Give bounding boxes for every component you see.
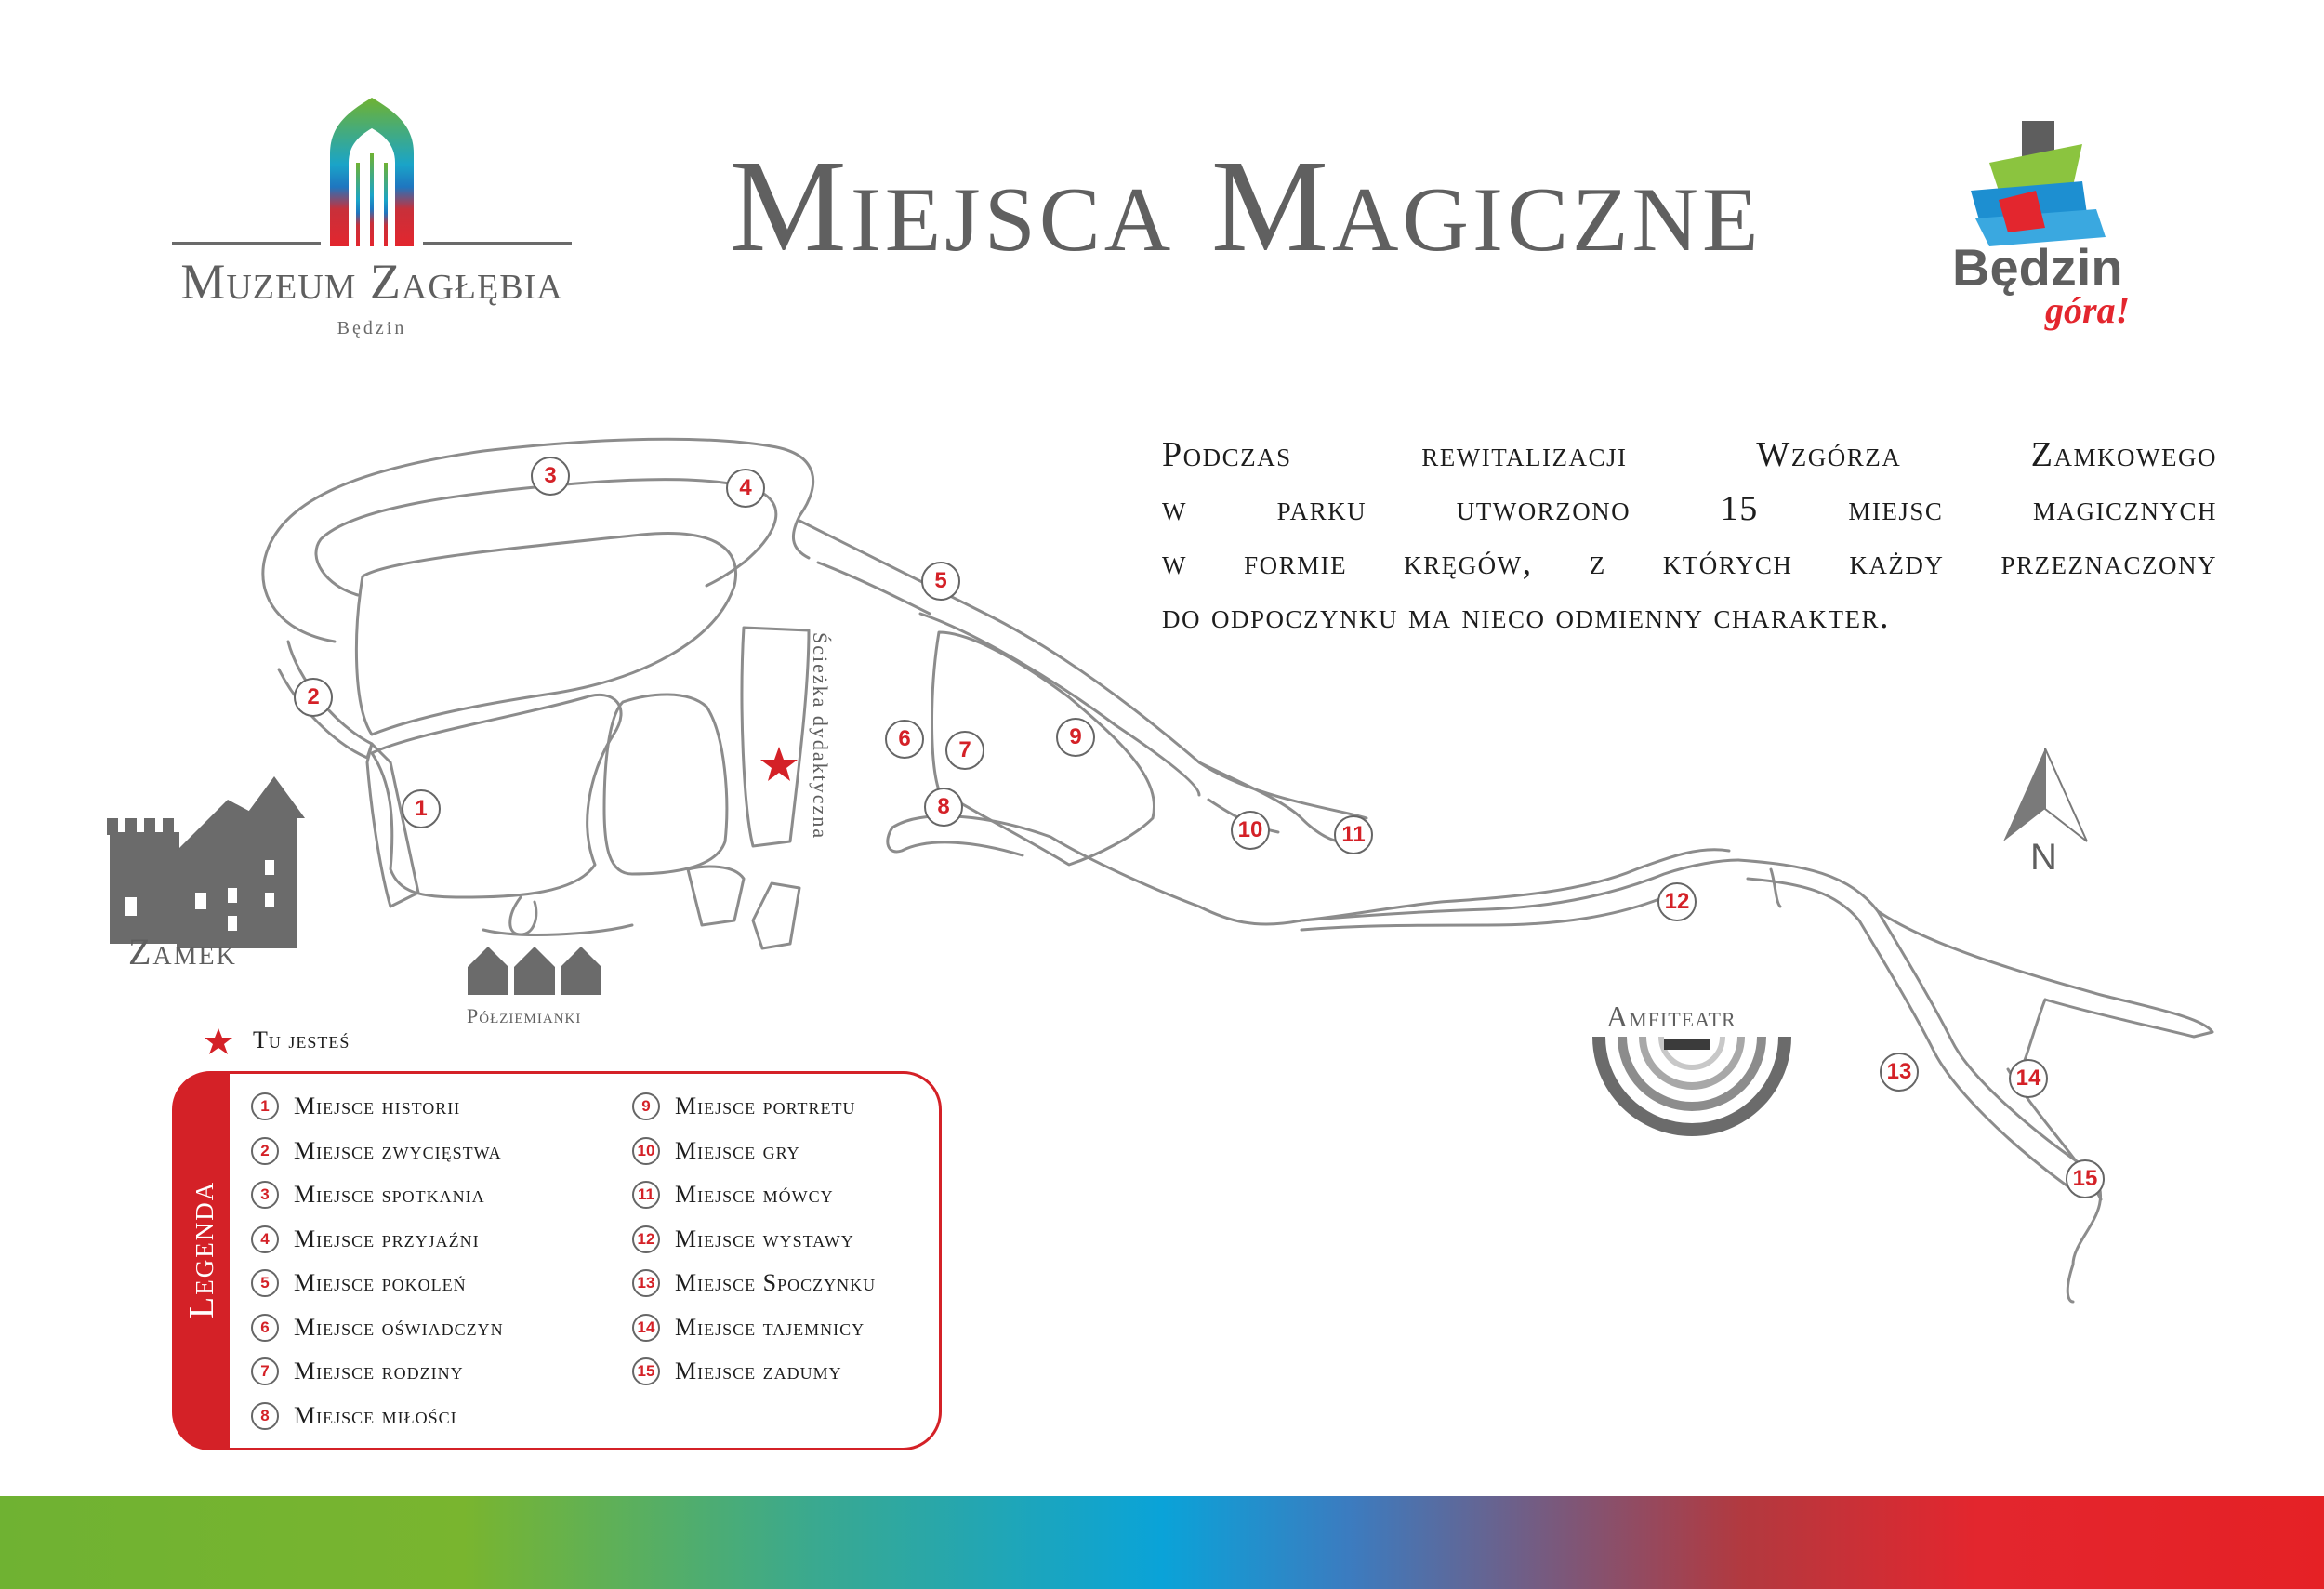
legend-item-label: Miejsce portretu (675, 1092, 856, 1119)
legend-item-label: Miejsce przyjaźni (294, 1225, 480, 1252)
path-east-2 (818, 563, 930, 614)
legend-item (632, 1221, 854, 1258)
legend-item-label: Miejsce pokoleń (294, 1269, 467, 1296)
legend-item (632, 1309, 865, 1346)
legend-item (632, 1265, 876, 1302)
path-label: Ścieżka dydaktyczna (809, 632, 832, 841)
legend-item-label: Miejsce zwycięstwa (294, 1136, 502, 1164)
you-are-here-icon (760, 747, 798, 781)
block-oval (604, 695, 727, 874)
legend-item (632, 1176, 834, 1213)
path-east-spur (1771, 869, 1780, 907)
legend-item (251, 1176, 485, 1213)
map-marker-7[interactable]: 7 (945, 731, 984, 770)
museum-logo (139, 93, 604, 344)
legend-item-label: Miejsce historii (294, 1092, 461, 1119)
map-marker-3[interactable]: 3 (531, 457, 570, 496)
north-arrow-icon (2003, 748, 2087, 841)
dugouts-label: Półziemianki (467, 1004, 582, 1027)
you-are-here-label: Tu jesteś (253, 1026, 350, 1053)
legend-item (251, 1088, 460, 1125)
you-are-here-legend-icon (205, 1027, 232, 1055)
map-marker-14[interactable]: 14 (2009, 1059, 2048, 1098)
amphitheatre-icon (1599, 1037, 1785, 1130)
intro-line: w formie kręgów, z których każdy przeznaczony (1162, 543, 2217, 582)
bedzin-logo-slogan: góra! (2045, 289, 2131, 331)
map-marker-8[interactable]: 8 (924, 788, 963, 827)
path-east-branch-b (1748, 879, 2073, 1190)
north-label: N (2030, 837, 2057, 878)
map-marker-12[interactable]: 12 (1657, 882, 1697, 921)
block-a (356, 533, 735, 735)
legend-item-number: 1 (251, 1092, 279, 1120)
legend-item-number: 5 (251, 1269, 279, 1297)
legend-item-number: 7 (251, 1357, 279, 1385)
legend-item-label: Miejsce gry (675, 1136, 800, 1164)
legend-item-number: 15 (632, 1357, 660, 1385)
path-lower-spur (892, 816, 1729, 924)
path-south-bar (483, 925, 632, 934)
dugouts-icon (468, 947, 601, 995)
intro-line: w parku utworzono 15 miejsc magicznych (1162, 489, 2217, 528)
castle-label: Zamek (128, 931, 237, 973)
legend-item-number: 11 (632, 1181, 660, 1209)
legend-box (172, 1071, 942, 1450)
intro-line: Podczas rewitalizacji Wzgórza Zamkowego (1162, 435, 2217, 474)
legend-item-number: 13 (632, 1269, 660, 1297)
legend-item-label: Miejsce mówcy (675, 1181, 834, 1208)
path-lower-spur-2 (888, 828, 1023, 855)
block-e (753, 883, 799, 948)
legend-item (251, 1265, 467, 1302)
bedzin-logo (1943, 98, 2157, 339)
museum-name: Muzeum Zagłębia (180, 254, 563, 310)
block-c (742, 628, 809, 846)
map-marker-1[interactable]: 1 (402, 789, 441, 828)
map-marker-2[interactable]: 2 (294, 678, 333, 717)
legend-item-label: Miejsce rodziny (294, 1357, 464, 1384)
amphitheatre-label: Amfiteatr (1606, 1000, 1736, 1033)
legend-item-label: Miejsce Spoczynku (675, 1269, 877, 1296)
bedzin-logo-name: Będzin (1952, 238, 2123, 297)
legend-item (251, 1309, 504, 1346)
map-marker-15[interactable]: 15 (2066, 1159, 2105, 1198)
map-marker-9[interactable]: 9 (1056, 718, 1095, 757)
legend-item-number: 8 (251, 1402, 279, 1430)
legend-item-number: 14 (632, 1314, 660, 1342)
map-marker-10[interactable]: 10 (1231, 811, 1270, 850)
legend-item-label: Miejsce tajemnicy (675, 1313, 865, 1341)
map-marker-4[interactable]: 4 (726, 469, 765, 508)
museum-city: Będzin (337, 318, 407, 338)
map-marker-13[interactable]: 13 (1880, 1053, 1919, 1092)
bottom-color-bar (0, 1496, 2324, 1589)
legend-item-number: 6 (251, 1314, 279, 1342)
legend-item (251, 1221, 480, 1258)
legend-item (251, 1132, 502, 1170)
legend-item-number: 2 (251, 1137, 279, 1165)
legend-item-label: Miejsce oświadczyn (294, 1313, 504, 1341)
map-marker-6[interactable]: 6 (885, 720, 924, 759)
page-title: Miejsca Magiczne (729, 132, 1763, 279)
legend-item (632, 1132, 800, 1170)
map-marker-11[interactable]: 11 (1334, 815, 1373, 854)
intro-line: do odpoczynku ma nieco odmienny charakter. (1162, 597, 1890, 636)
legend-item (251, 1397, 457, 1435)
legend-item (632, 1353, 842, 1390)
legend-title: Legenda (182, 1180, 221, 1318)
legend-item-number: 4 (251, 1225, 279, 1253)
legend-item-label: Miejsce zadumy (675, 1357, 842, 1384)
block-d (688, 867, 744, 925)
path-south-loop (510, 897, 536, 934)
legend-item-number: 3 (251, 1181, 279, 1209)
castle-icon (107, 776, 305, 948)
legend-item (632, 1088, 856, 1125)
legend-item-number: 12 (632, 1225, 660, 1253)
map-marker-5[interactable]: 5 (921, 562, 960, 601)
path-east-loop (1878, 911, 2212, 1037)
intro-text (1162, 428, 2217, 643)
legend-item (251, 1353, 464, 1390)
legend-item-label: Miejsce wystawy (675, 1225, 854, 1252)
legend-item-label: Miejsce miłości (294, 1401, 457, 1429)
legend-item-number: 10 (632, 1137, 660, 1165)
legend-item-label: Miejsce spotkania (294, 1181, 485, 1208)
legend-item-number: 9 (632, 1092, 660, 1120)
